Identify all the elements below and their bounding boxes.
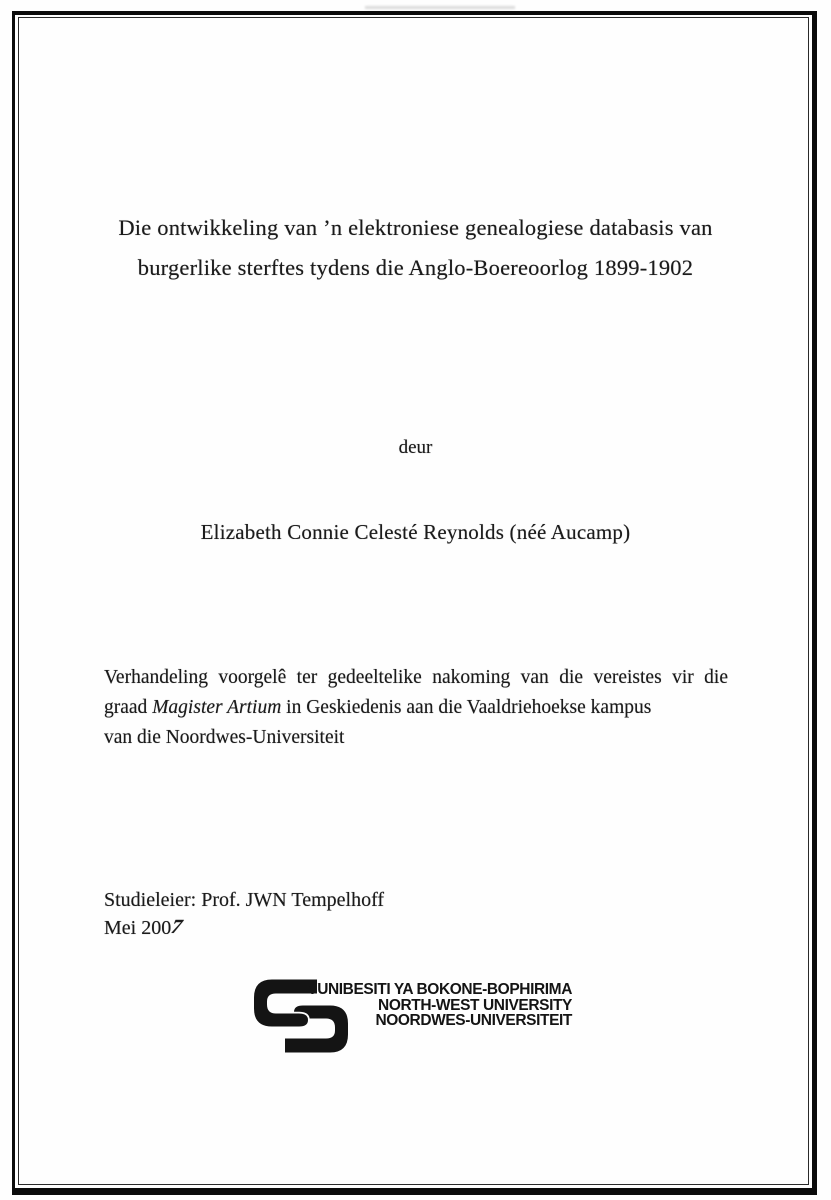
degree-statement xyxy=(104,663,728,753)
nwu-logo-text xyxy=(290,982,572,1029)
logo-text-line-2: NORTH-WEST UNIVERSITY xyxy=(378,996,572,1014)
thesis-title-line-2: burgerlike sterftes tydens die Anglo-Boereoorlog 1899-1902 xyxy=(137,255,694,280)
logo-text-line-3: NOORDWES-UNIVERSITEIT xyxy=(375,1012,572,1030)
byline-deur: deur xyxy=(398,437,433,458)
date-prefix: Mei 200 xyxy=(104,917,172,939)
statement-line-2-prefix: graad xyxy=(104,697,153,718)
date-line xyxy=(104,916,187,940)
statement-line-2-suffix: in Geskiedenis aan die Vaaldriehoekse kampus xyxy=(281,697,652,718)
supervisor-line: Studieleier: Prof. JWN Tempelhoff xyxy=(104,889,385,911)
thesis-title-line-1: Die ontwikkeling van ’n elektroniese genealogiese databasis van xyxy=(118,215,713,240)
interlocked-chain-links-icon xyxy=(254,1040,348,1057)
author-name: Elizabeth Connie Celesté Reynolds (néé Aucamp) xyxy=(200,520,631,544)
thesis-title xyxy=(66,208,765,288)
degree-name-italic: Magister Artium xyxy=(152,697,282,718)
scan-smudge xyxy=(365,6,515,9)
date-last-digit: 7 xyxy=(167,916,187,938)
statement-line-2 xyxy=(104,693,728,723)
statement-line-1: Verhandeling voorgelê ter gedeeltelike nakoming van die vereistes vir die xyxy=(104,667,728,688)
logo-text-line-1: YUNIBESITI YA BOKONE-BOPHIRIMA xyxy=(307,981,572,998)
statement-line-3: van die Noordwes-Universiteit xyxy=(104,727,345,748)
